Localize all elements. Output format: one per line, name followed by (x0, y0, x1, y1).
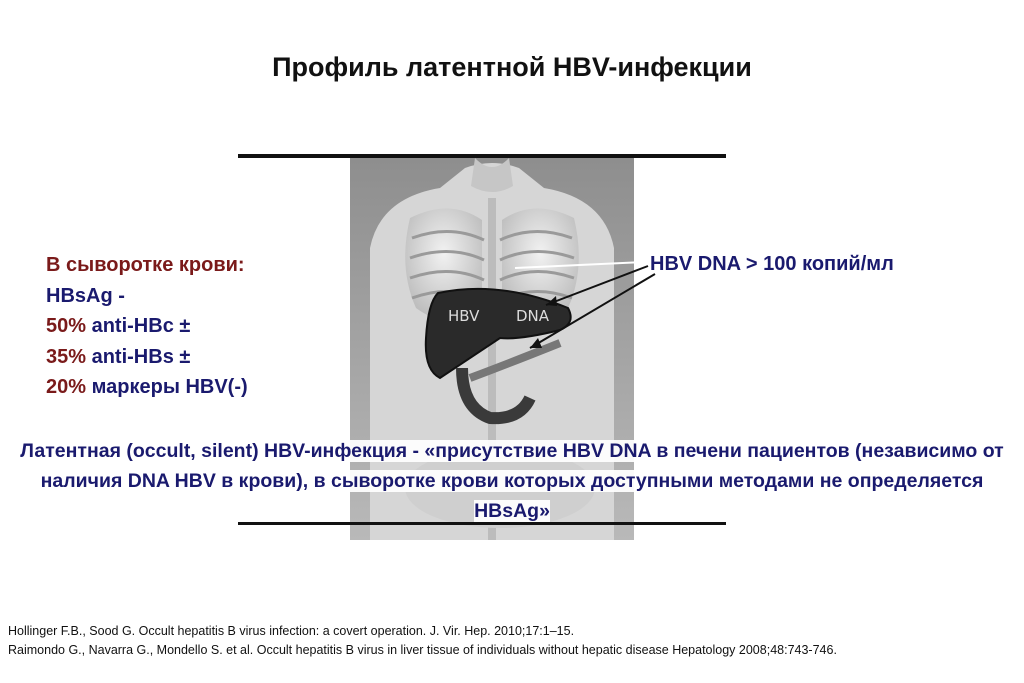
callout-arrow-lower (530, 274, 655, 348)
marker-line (46, 372, 248, 403)
liver-label-dna: DNA (516, 307, 550, 325)
marker-name: anti-HBc ± (91, 315, 191, 337)
callout-arrow-upper (546, 266, 648, 305)
marker-name: anti-HBs ± (91, 345, 191, 368)
definition-text (0, 436, 1024, 526)
references (8, 622, 837, 660)
reference-item: Raimondo G., Navarra G., Mondello S. et al. Occult hepatitis B virus in liver tissue of individuals without hepatic disease Hepatology 2008;48:743-746. (8, 643, 837, 657)
marker-line (46, 311, 248, 342)
arrowhead-upper (546, 296, 557, 306)
marker-line (46, 342, 248, 373)
definition-line-2: наличия DNA HBV в крови), в сыворотке крови которых доступными методами не определяется (40, 470, 984, 492)
liver-label-hbv: HBV (448, 307, 480, 325)
definition-line-3: HBsAg» (474, 500, 550, 522)
definition-line-1: Латентная (occult, silent) HBV-инфекция - «присутствие HBV DNA в печени пациентов (независимо от (20, 440, 1004, 462)
reference-item: Hollinger F.B., Sood G. Occult hepatitis B virus infection: a covert operation. J. Vir. Hep. 2010;17:1–15. (8, 624, 575, 638)
marker-percent: 50% (46, 315, 87, 337)
dna-callout-label: HBV DNA > 100 копий/мл (650, 253, 894, 275)
marker-name: маркеры HBV(-) (91, 376, 248, 398)
callout-line-white (515, 262, 645, 268)
serum-heading: В сыворотке крови: (46, 254, 245, 276)
hbsag-line: HBsAg - (46, 284, 125, 307)
serum-marker-list (46, 250, 248, 403)
bottom-rule (238, 522, 726, 525)
marker-percent: 20% (46, 376, 87, 398)
page-title: Профиль латентной HBV-инфекции (272, 52, 752, 82)
marker-percent: 35% (46, 345, 87, 368)
